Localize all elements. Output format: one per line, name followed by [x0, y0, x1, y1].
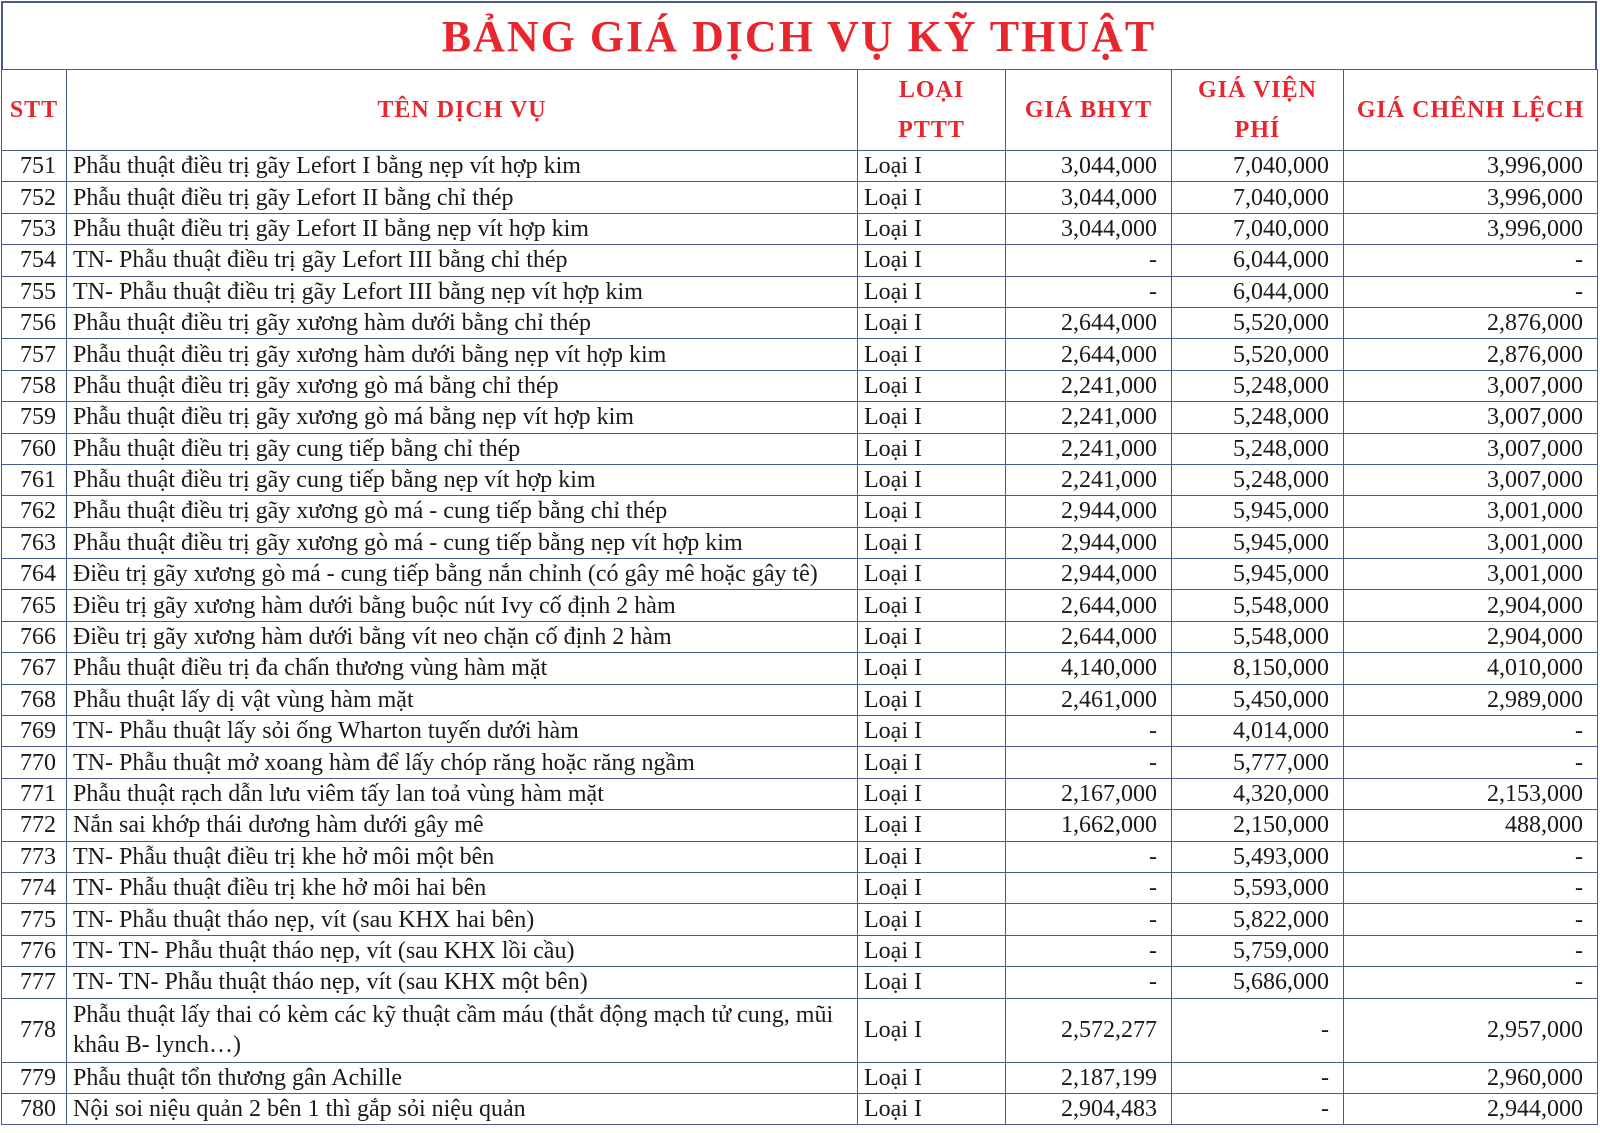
cell-price-chenhlech: 2,944,000: [1344, 1093, 1598, 1124]
cell-price-vienphi: 5,945,000: [1172, 527, 1344, 558]
cell-service-name: Phẫu thuật điều trị gãy xương gò má bằng nẹp vít hợp kim: [67, 402, 858, 433]
cell-price-bhyt: -: [1006, 872, 1172, 903]
cell-price-chenhlech: 3,007,000: [1344, 464, 1598, 495]
cell-stt: 772: [2, 810, 67, 841]
header-bhyt: GIÁ BHYT: [1006, 70, 1172, 151]
cell-price-vienphi: 4,014,000: [1172, 716, 1344, 747]
cell-price-vienphi: 5,548,000: [1172, 621, 1344, 652]
table-row: [2, 464, 1598, 495]
table-row: [2, 339, 1598, 370]
cell-service-name: Phẫu thuật điều trị gãy Lefort II bằng nẹp vít hợp kim: [67, 213, 858, 244]
cell-type: Loại I: [858, 904, 1006, 935]
table-row: [2, 1062, 1598, 1093]
cell-stt: 778: [2, 998, 67, 1062]
cell-type: Loại I: [858, 559, 1006, 590]
cell-service-name: Nội soi niệu quản 2 bên 1 thì gắp sỏi niệu quản: [67, 1093, 858, 1124]
table-row: [2, 716, 1598, 747]
cell-service-name: Phẫu thuật tổn thương gân Achille: [67, 1062, 858, 1093]
cell-price-bhyt: 2,187,199: [1006, 1062, 1172, 1093]
table-row: [2, 810, 1598, 841]
cell-price-vienphi: 5,686,000: [1172, 967, 1344, 998]
cell-price-bhyt: 3,044,000: [1006, 151, 1172, 182]
cell-price-chenhlech: -: [1344, 872, 1598, 903]
cell-price-vienphi: 8,150,000: [1172, 653, 1344, 684]
cell-stt: 752: [2, 182, 67, 213]
table-row: [2, 182, 1598, 213]
cell-stt: 756: [2, 307, 67, 338]
cell-service-name: Phẫu thuật điều trị gãy cung tiếp bằng nẹp vít hợp kim: [67, 464, 858, 495]
cell-price-vienphi: 5,945,000: [1172, 496, 1344, 527]
cell-service-name: Điều trị gãy xương gò má - cung tiếp bằng nắn chỉnh (có gây mê hoặc gây tê): [67, 559, 858, 590]
cell-price-bhyt: 2,241,000: [1006, 370, 1172, 401]
cell-type: Loại I: [858, 527, 1006, 558]
cell-service-name: Phẫu thuật điều trị đa chấn thương vùng hàm mặt: [67, 653, 858, 684]
cell-service-name: Phẫu thuật điều trị gãy Lefort I bằng nẹp vít hợp kim: [67, 151, 858, 182]
cell-stt: 771: [2, 778, 67, 809]
cell-price-chenhlech: 3,001,000: [1344, 527, 1598, 558]
cell-service-name: Phẫu thuật điều trị gãy xương hàm dưới bằng nẹp vít hợp kim: [67, 339, 858, 370]
cell-type: Loại I: [858, 370, 1006, 401]
table-row: [2, 276, 1598, 307]
cell-service-name: Phẫu thuật điều trị gãy xương gò má - cung tiếp bằng nẹp vít hợp kim: [67, 527, 858, 558]
cell-price-bhyt: 2,904,483: [1006, 1093, 1172, 1124]
cell-price-chenhlech: 2,989,000: [1344, 684, 1598, 715]
cell-price-chenhlech: 2,960,000: [1344, 1062, 1598, 1093]
table-row: [2, 245, 1598, 276]
cell-price-chenhlech: -: [1344, 245, 1598, 276]
table-row: [2, 872, 1598, 903]
cell-price-vienphi: 6,044,000: [1172, 276, 1344, 307]
table-row: [2, 904, 1598, 935]
cell-price-chenhlech: -: [1344, 967, 1598, 998]
table-row: [2, 998, 1598, 1062]
cell-stt: 775: [2, 904, 67, 935]
cell-service-name: Điều trị gãy xương hàm dưới bằng buộc nút Ivy cố định 2 hàm: [67, 590, 858, 621]
cell-price-vienphi: -: [1172, 1093, 1344, 1124]
table-row: [2, 967, 1598, 998]
cell-stt: 755: [2, 276, 67, 307]
cell-price-bhyt: -: [1006, 841, 1172, 872]
cell-type: Loại I: [858, 590, 1006, 621]
cell-type: Loại I: [858, 621, 1006, 652]
cell-stt: 776: [2, 935, 67, 966]
table-row: [2, 747, 1598, 778]
cell-price-chenhlech: 3,001,000: [1344, 559, 1598, 590]
cell-stt: 770: [2, 747, 67, 778]
cell-service-name: TN- Phẫu thuật điều trị khe hở môi hai bên: [67, 872, 858, 903]
cell-service-name: TN- TN- Phẫu thuật tháo nẹp, vít (sau KHX lồi cầu): [67, 935, 858, 966]
cell-price-chenhlech: 2,876,000: [1344, 339, 1598, 370]
table-row: [2, 151, 1598, 182]
cell-price-bhyt: -: [1006, 904, 1172, 935]
cell-service-name: Phẫu thuật điều trị gãy xương gò má - cung tiếp bằng chỉ thép: [67, 496, 858, 527]
cell-price-chenhlech: 3,007,000: [1344, 370, 1598, 401]
cell-price-vienphi: 5,945,000: [1172, 559, 1344, 590]
cell-type: Loại I: [858, 841, 1006, 872]
cell-price-vienphi: 7,040,000: [1172, 182, 1344, 213]
cell-stt: 751: [2, 151, 67, 182]
cell-price-bhyt: 4,140,000: [1006, 653, 1172, 684]
page-title: BẢNG GIÁ DỊCH VỤ KỸ THUẬT: [1, 1, 1597, 69]
cell-price-chenhlech: -: [1344, 276, 1598, 307]
cell-stt: 769: [2, 716, 67, 747]
cell-price-vienphi: 5,248,000: [1172, 402, 1344, 433]
cell-price-chenhlech: -: [1344, 904, 1598, 935]
cell-price-chenhlech: 3,007,000: [1344, 433, 1598, 464]
table-row: [2, 778, 1598, 809]
cell-price-chenhlech: 2,957,000: [1344, 998, 1598, 1062]
cell-price-vienphi: 5,248,000: [1172, 464, 1344, 495]
cell-stt: 753: [2, 213, 67, 244]
table-row: [2, 496, 1598, 527]
cell-price-bhyt: 2,944,000: [1006, 559, 1172, 590]
cell-stt: 777: [2, 967, 67, 998]
cell-price-vienphi: 5,822,000: [1172, 904, 1344, 935]
header-stt: STT: [2, 70, 67, 151]
cell-price-bhyt: 1,662,000: [1006, 810, 1172, 841]
cell-type: Loại I: [858, 747, 1006, 778]
table-row: [2, 653, 1598, 684]
cell-type: Loại I: [858, 810, 1006, 841]
cell-price-chenhlech: 2,153,000: [1344, 778, 1598, 809]
cell-price-bhyt: 2,241,000: [1006, 464, 1172, 495]
table-row: [2, 1093, 1598, 1124]
cell-type: Loại I: [858, 307, 1006, 338]
cell-price-vienphi: 5,777,000: [1172, 747, 1344, 778]
cell-type: Loại I: [858, 872, 1006, 903]
table-row: [2, 590, 1598, 621]
table-row: [2, 213, 1598, 244]
cell-price-vienphi: 2,150,000: [1172, 810, 1344, 841]
table-row: [2, 527, 1598, 558]
cell-price-chenhlech: 2,876,000: [1344, 307, 1598, 338]
cell-service-name: TN- TN- Phẫu thuật tháo nẹp, vít (sau KHX một bên): [67, 967, 858, 998]
cell-price-bhyt: 2,644,000: [1006, 307, 1172, 338]
cell-price-vienphi: 5,450,000: [1172, 684, 1344, 715]
cell-price-chenhlech: 2,904,000: [1344, 590, 1598, 621]
cell-price-vienphi: 5,520,000: [1172, 307, 1344, 338]
cell-service-name: Điều trị gãy xương hàm dưới bằng vít neo chặn cố định 2 hàm: [67, 621, 858, 652]
cell-price-bhyt: 2,944,000: [1006, 527, 1172, 558]
cell-price-vienphi: 5,493,000: [1172, 841, 1344, 872]
cell-service-name: TN- Phẫu thuật tháo nẹp, vít (sau KHX hai bên): [67, 904, 858, 935]
cell-type: Loại I: [858, 684, 1006, 715]
cell-service-name: Nắn sai khớp thái dương hàm dưới gây mê: [67, 810, 858, 841]
cell-type: Loại I: [858, 653, 1006, 684]
cell-price-chenhlech: 2,904,000: [1344, 621, 1598, 652]
header-type: LOẠI PTTT: [858, 70, 1006, 151]
cell-service-name: Phẫu thuật lấy thai có kèm các kỹ thuật cầm máu (thắt động mạch tử cung, mũi khâu B- lynch…): [67, 998, 858, 1062]
cell-price-chenhlech: -: [1344, 841, 1598, 872]
table-row: [2, 684, 1598, 715]
header-row: [2, 70, 1598, 151]
cell-price-chenhlech: -: [1344, 935, 1598, 966]
cell-type: Loại I: [858, 433, 1006, 464]
table-row: [2, 935, 1598, 966]
cell-price-bhyt: 2,241,000: [1006, 402, 1172, 433]
cell-type: Loại I: [858, 716, 1006, 747]
cell-stt: 763: [2, 527, 67, 558]
cell-type: Loại I: [858, 778, 1006, 809]
cell-type: Loại I: [858, 339, 1006, 370]
cell-price-chenhlech: 3,996,000: [1344, 182, 1598, 213]
cell-price-bhyt: 2,644,000: [1006, 339, 1172, 370]
cell-stt: 779: [2, 1062, 67, 1093]
cell-type: Loại I: [858, 1093, 1006, 1124]
cell-price-chenhlech: 3,007,000: [1344, 402, 1598, 433]
cell-price-vienphi: 5,248,000: [1172, 370, 1344, 401]
cell-service-name: Phẫu thuật điều trị gãy xương gò má bằng chỉ thép: [67, 370, 858, 401]
table-row: [2, 307, 1598, 338]
cell-service-name: Phẫu thuật điều trị gãy Lefort II bằng chỉ thép: [67, 182, 858, 213]
cell-service-name: Phẫu thuật điều trị gãy cung tiếp bằng chỉ thép: [67, 433, 858, 464]
cell-stt: 767: [2, 653, 67, 684]
cell-type: Loại I: [858, 935, 1006, 966]
cell-price-bhyt: 2,644,000: [1006, 590, 1172, 621]
cell-type: Loại I: [858, 182, 1006, 213]
cell-type: Loại I: [858, 464, 1006, 495]
cell-price-vienphi: -: [1172, 1062, 1344, 1093]
cell-type: Loại I: [858, 213, 1006, 244]
price-table: [1, 69, 1598, 1125]
cell-type: Loại I: [858, 496, 1006, 527]
cell-price-bhyt: 3,044,000: [1006, 213, 1172, 244]
cell-type: Loại I: [858, 276, 1006, 307]
cell-price-chenhlech: 3,001,000: [1344, 496, 1598, 527]
cell-price-chenhlech: 3,996,000: [1344, 151, 1598, 182]
cell-stt: 774: [2, 872, 67, 903]
cell-price-bhyt: 2,572,277: [1006, 998, 1172, 1062]
cell-type: Loại I: [858, 245, 1006, 276]
cell-price-vienphi: 5,759,000: [1172, 935, 1344, 966]
cell-price-bhyt: 2,644,000: [1006, 621, 1172, 652]
table-row: [2, 370, 1598, 401]
header-name: TÊN DỊCH VỤ: [67, 70, 858, 151]
cell-stt: 780: [2, 1093, 67, 1124]
cell-price-bhyt: 2,944,000: [1006, 496, 1172, 527]
cell-type: Loại I: [858, 967, 1006, 998]
cell-price-bhyt: 2,461,000: [1006, 684, 1172, 715]
cell-price-bhyt: -: [1006, 276, 1172, 307]
cell-service-name: TN- Phẫu thuật điều trị gãy Lefort III bằng nẹp vít hợp kim: [67, 276, 858, 307]
cell-price-chenhlech: -: [1344, 716, 1598, 747]
cell-stt: 764: [2, 559, 67, 590]
cell-stt: 758: [2, 370, 67, 401]
header-vienphi: GIÁ VIỆN PHÍ: [1172, 70, 1344, 151]
cell-price-chenhlech: 488,000: [1344, 810, 1598, 841]
cell-stt: 762: [2, 496, 67, 527]
cell-type: Loại I: [858, 402, 1006, 433]
cell-stt: 761: [2, 464, 67, 495]
cell-price-vienphi: -: [1172, 998, 1344, 1062]
cell-service-name: TN- Phẫu thuật mở xoang hàm để lấy chóp răng hoặc răng ngầm: [67, 747, 858, 778]
cell-price-bhyt: -: [1006, 935, 1172, 966]
cell-price-vienphi: 5,593,000: [1172, 872, 1344, 903]
cell-price-vienphi: 5,520,000: [1172, 339, 1344, 370]
cell-service-name: Phẫu thuật rạch dẫn lưu viêm tấy lan toả vùng hàm mặt: [67, 778, 858, 809]
cell-stt: 759: [2, 402, 67, 433]
cell-price-vienphi: 7,040,000: [1172, 213, 1344, 244]
cell-price-bhyt: 2,241,000: [1006, 433, 1172, 464]
table-row: [2, 621, 1598, 652]
cell-price-bhyt: -: [1006, 245, 1172, 276]
cell-service-name: Phẫu thuật điều trị gãy xương hàm dưới bằng chỉ thép: [67, 307, 858, 338]
cell-price-vienphi: 5,248,000: [1172, 433, 1344, 464]
table-row: [2, 433, 1598, 464]
cell-stt: 757: [2, 339, 67, 370]
cell-price-bhyt: -: [1006, 747, 1172, 778]
cell-price-bhyt: 2,167,000: [1006, 778, 1172, 809]
cell-stt: 773: [2, 841, 67, 872]
header-chenhlech: GIÁ CHÊNH LỆCH: [1344, 70, 1598, 151]
cell-type: Loại I: [858, 998, 1006, 1062]
table-row: [2, 402, 1598, 433]
cell-type: Loại I: [858, 151, 1006, 182]
cell-price-chenhlech: -: [1344, 747, 1598, 778]
cell-stt: 754: [2, 245, 67, 276]
cell-price-bhyt: 3,044,000: [1006, 182, 1172, 213]
cell-stt: 765: [2, 590, 67, 621]
table-row: [2, 559, 1598, 590]
cell-price-bhyt: -: [1006, 716, 1172, 747]
cell-price-bhyt: -: [1006, 967, 1172, 998]
cell-price-vienphi: 6,044,000: [1172, 245, 1344, 276]
cell-price-vienphi: 5,548,000: [1172, 590, 1344, 621]
cell-price-vienphi: 4,320,000: [1172, 778, 1344, 809]
cell-stt: 766: [2, 621, 67, 652]
table-row: [2, 841, 1598, 872]
cell-stt: 760: [2, 433, 67, 464]
cell-service-name: TN- Phẫu thuật điều trị khe hở môi một bên: [67, 841, 858, 872]
cell-service-name: TN- Phẫu thuật lấy sỏi ống Wharton tuyến dưới hàm: [67, 716, 858, 747]
cell-price-chenhlech: 3,996,000: [1344, 213, 1598, 244]
cell-service-name: Phẫu thuật lấy dị vật vùng hàm mặt: [67, 684, 858, 715]
cell-price-vienphi: 7,040,000: [1172, 151, 1344, 182]
cell-service-name: TN- Phẫu thuật điều trị gãy Lefort III bằng chỉ thép: [67, 245, 858, 276]
cell-type: Loại I: [858, 1062, 1006, 1093]
table-body: [2, 151, 1598, 1125]
cell-price-chenhlech: 4,010,000: [1344, 653, 1598, 684]
cell-stt: 768: [2, 684, 67, 715]
